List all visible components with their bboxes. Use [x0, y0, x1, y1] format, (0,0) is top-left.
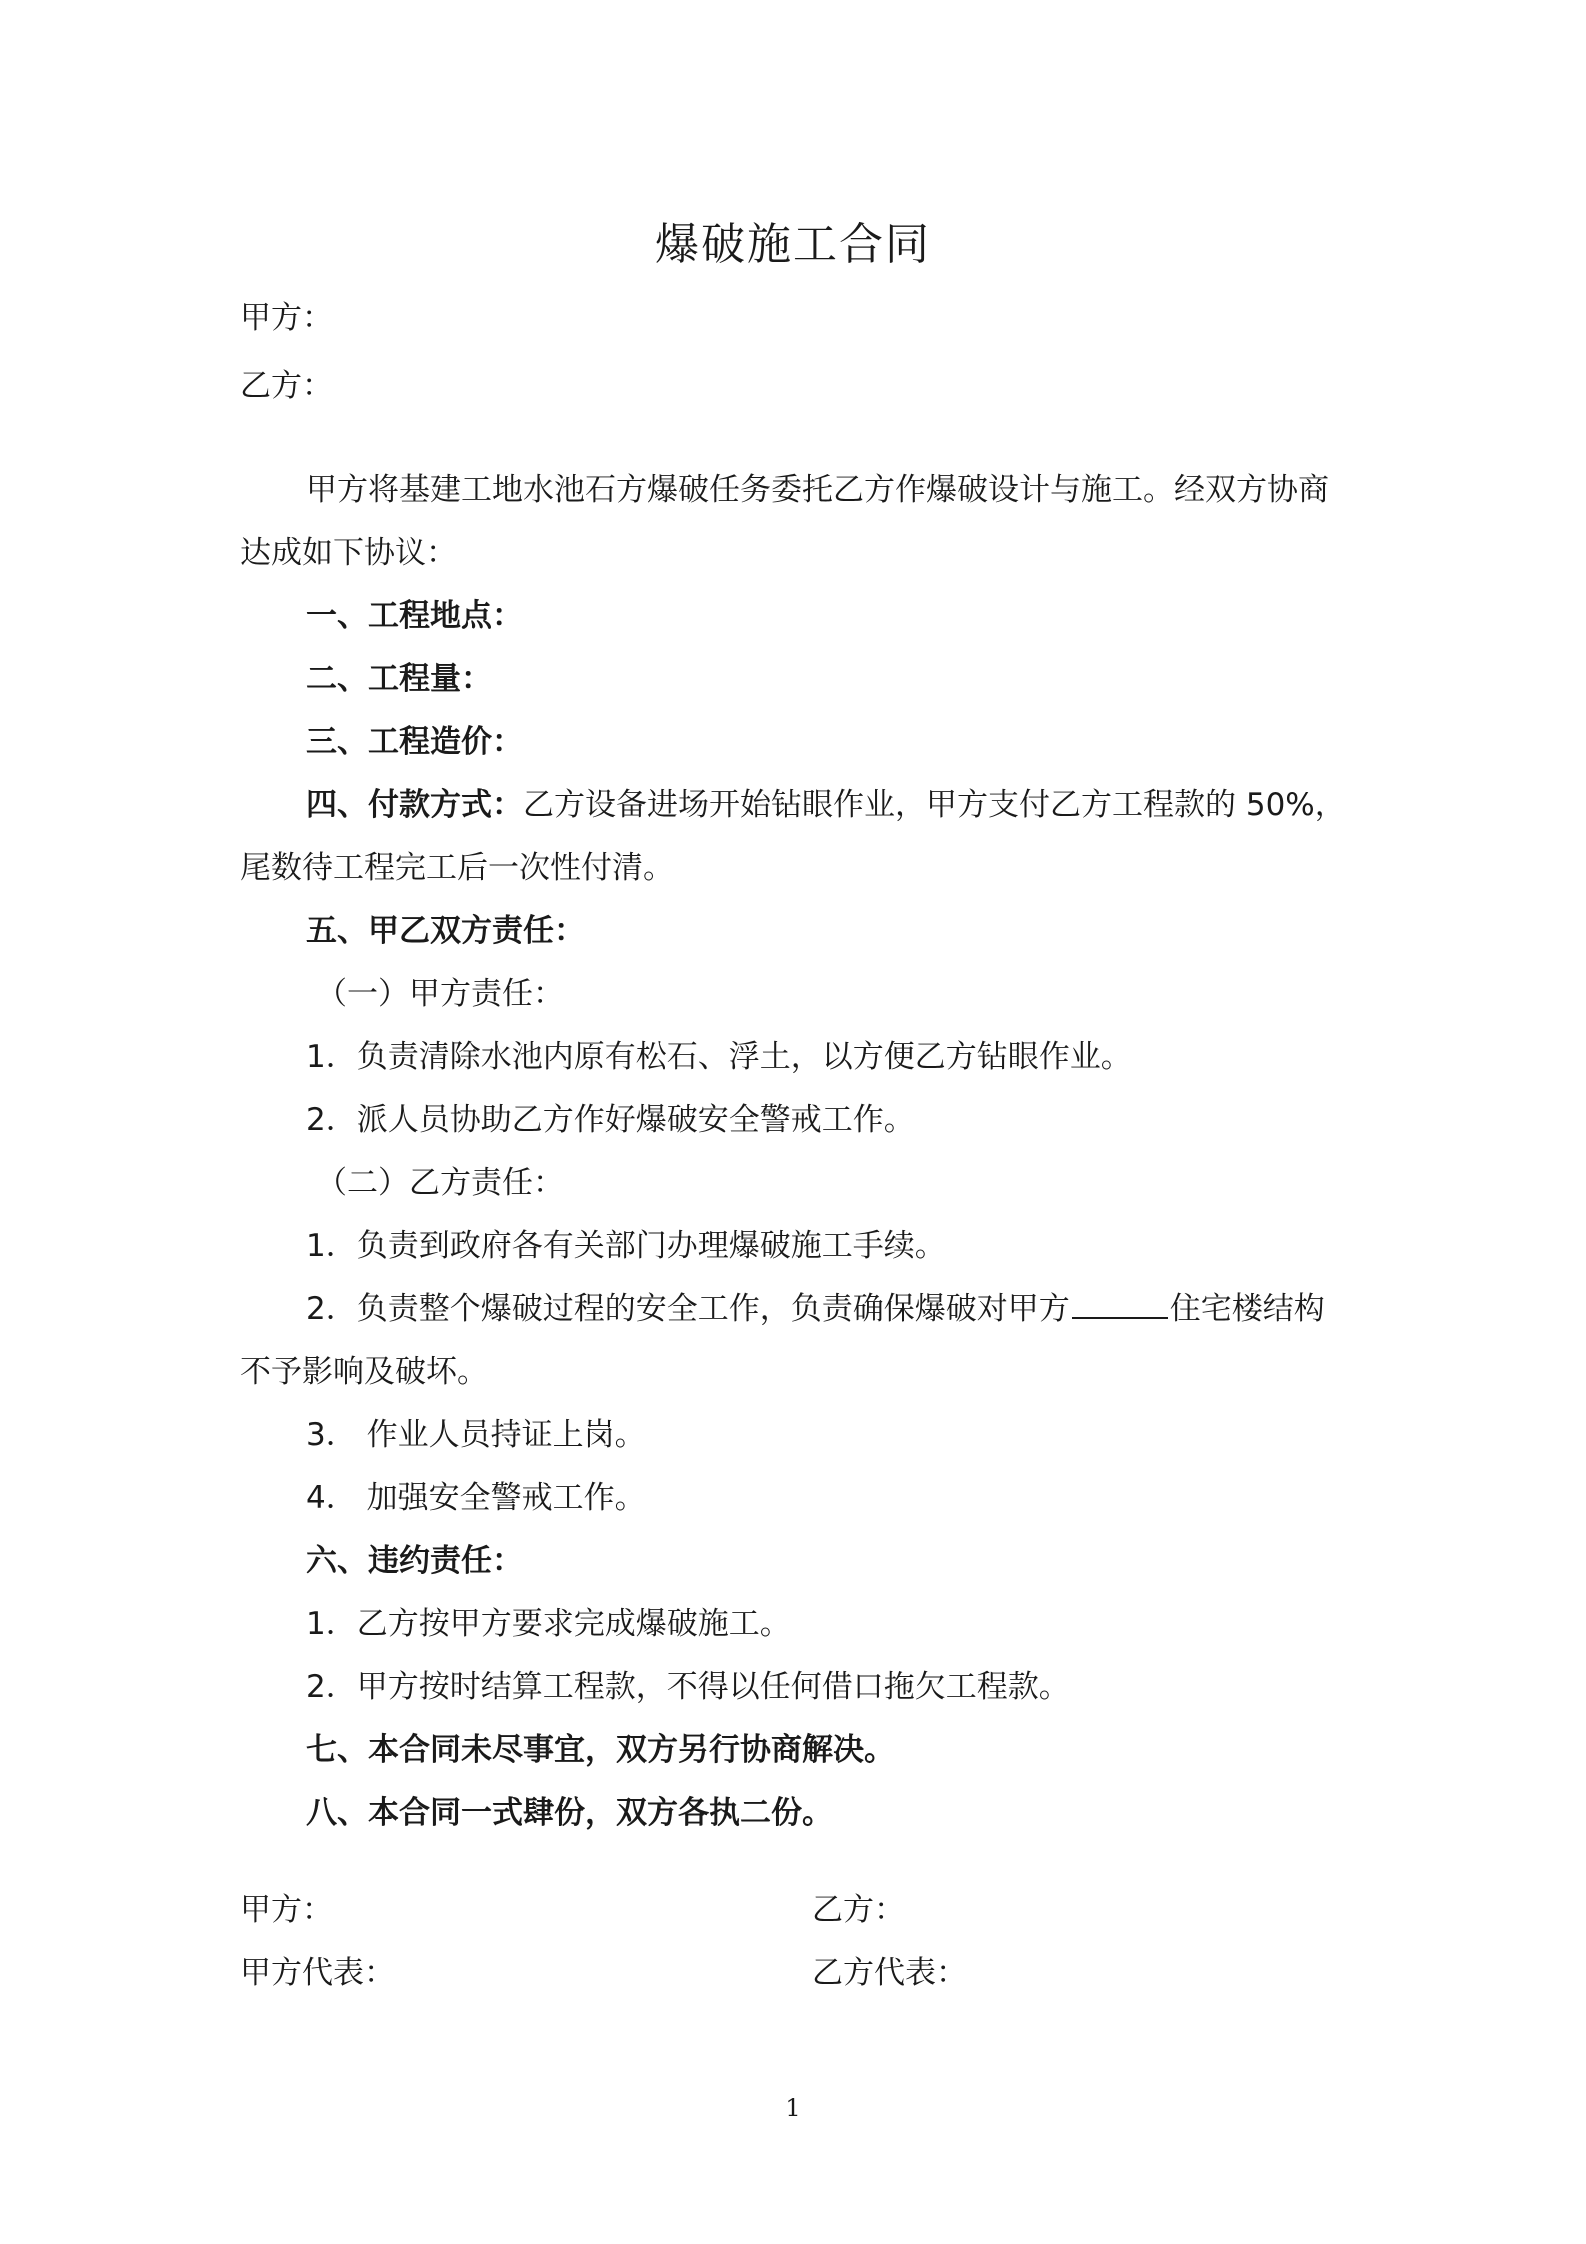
party-b-duty-2-pre: 2．负责整个爆破过程的安全工作，负责确保爆破对甲方 — [306, 1291, 1070, 1327]
party-b-duty-2-continuation: 不予影响及破坏。 — [240, 1354, 488, 1390]
section-7-other: 七、本合同未尽事宜，双方另行协商解决。 — [306, 1732, 895, 1768]
signature-rep-b: 乙方代表： — [812, 1955, 967, 1991]
party-b-duty-1: 1．负责到政府各有关部门办理爆破施工手续。 — [306, 1228, 946, 1264]
breach-item-1: 1．乙方按甲方要求完成爆破施工。 — [306, 1606, 791, 1642]
section-4-text: 乙方设备进场开始钻眼作业，甲方支付乙方工程款的 50%， — [523, 787, 1346, 823]
header-party-b: 乙方： — [240, 368, 333, 404]
document-title: 爆破施工合同 — [655, 219, 931, 270]
signature-rep-a: 甲方代表： — [240, 1955, 395, 1991]
party-b-duty-4: 4． 加强安全警戒工作。 — [306, 1480, 646, 1516]
section-2-quantity: 二、工程量： — [306, 661, 492, 697]
party-b-duty-2 — [306, 1289, 1325, 1329]
section-5-responsibilities: 五、甲乙双方责任： — [306, 913, 585, 949]
section-4-title: 四、付款方式： — [306, 787, 523, 823]
section-4-continuation: 尾数待工程完工后一次性付清。 — [240, 850, 674, 886]
header-party-a: 甲方： — [240, 300, 333, 336]
section-4-payment — [306, 785, 1346, 825]
signature-party-a: 甲方： — [240, 1892, 333, 1928]
section-6-breach: 六、违约责任： — [306, 1543, 523, 1579]
intro-line-1: 甲方将基建工地水池石方爆破任务委托乙方作爆破设计与施工。经双方协商 — [306, 472, 1329, 508]
party-a-duty-2: 2．派人员协助乙方作好爆破安全警戒工作。 — [306, 1102, 915, 1138]
party-a-duties-title: （一）甲方责任： — [316, 976, 564, 1012]
party-b-duty-3: 3． 作业人员持证上岗。 — [306, 1417, 646, 1453]
section-3-cost: 三、工程造价： — [306, 724, 523, 760]
page-number: 1 — [785, 2094, 801, 2122]
party-b-duty-2-post: 住宅楼结构 — [1169, 1291, 1325, 1327]
breach-item-2: 2．甲方按时结算工程款，不得以任何借口拖欠工程款。 — [306, 1669, 1070, 1705]
party-a-duty-1: 1．负责清除水池内原有松石、浮土，以方便乙方钻眼作业。 — [306, 1039, 1132, 1075]
party-b-duties-title: （二）乙方责任： — [316, 1165, 564, 1201]
fill-in-blank — [1072, 1291, 1168, 1319]
signature-party-b: 乙方： — [812, 1892, 905, 1928]
section-8-copies: 八、本合同一式肆份，双方各执二份。 — [306, 1795, 833, 1831]
section-1-location: 一、工程地点： — [306, 598, 523, 634]
intro-line-2: 达成如下协议： — [240, 535, 457, 571]
